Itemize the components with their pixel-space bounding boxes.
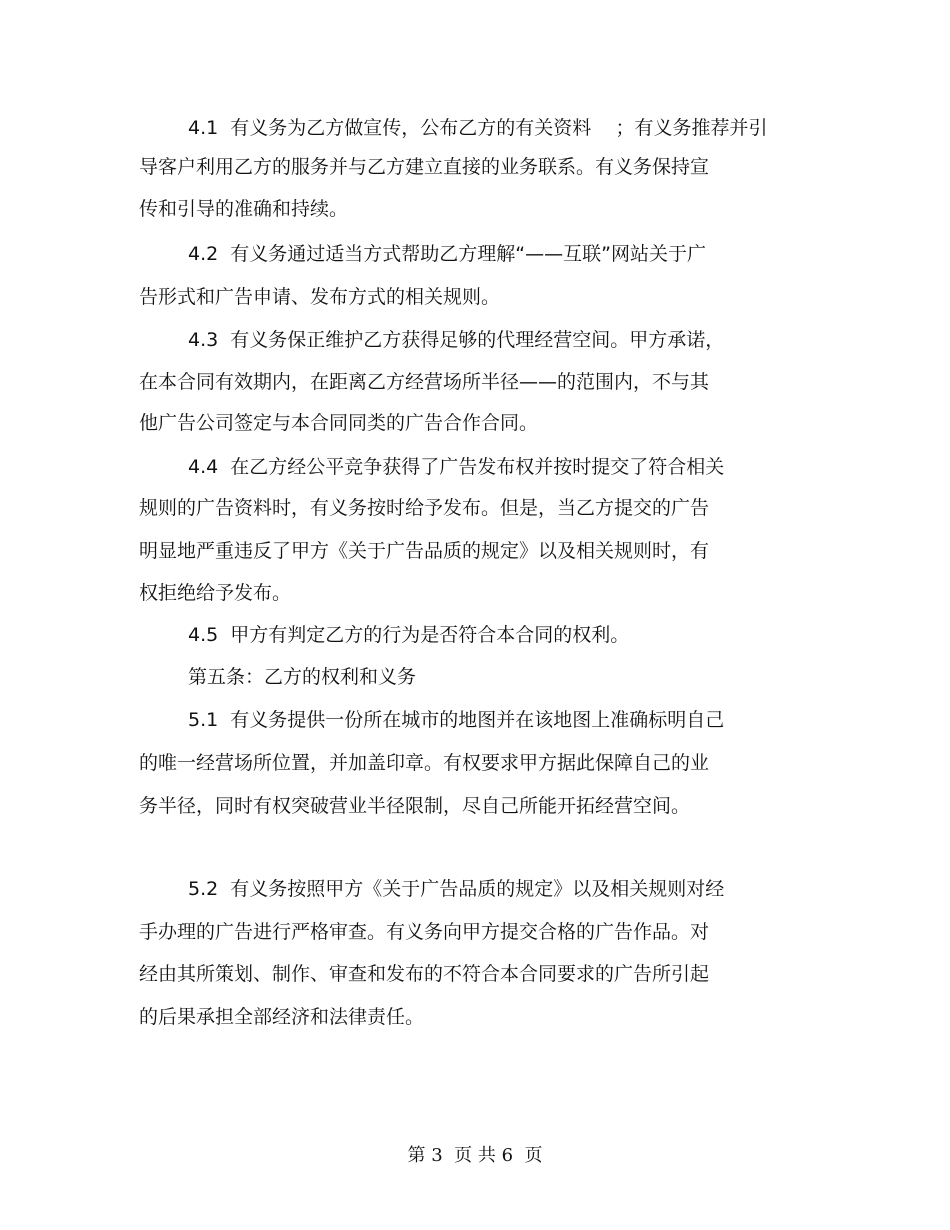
text-line: 5.2 有义务按照甲方《关于广告品质的规定》以及相关规则对经 bbox=[188, 878, 725, 900]
text-line: 4.4 在乙方经公平竞争获得了广告发布权并按时提交了符合相关 bbox=[188, 456, 725, 478]
text-line: 务半径，同时有权突破营业半径限制，尽自己所能开拓经营空间。 bbox=[139, 795, 691, 817]
section-heading: 第五条：乙方的权利和义务 bbox=[188, 666, 417, 688]
text-line: 传和引导的准确和持续。 bbox=[139, 198, 349, 220]
text-line: 告形式和广告申请、发布方式的相关规则。 bbox=[139, 286, 501, 308]
text-line: 手办理的广告进行严格审查。有义务向甲方提交合格的广告作品。对 bbox=[139, 921, 710, 943]
text-line: 他广告公司签定与本合同同类的广告合作合同。 bbox=[139, 412, 539, 434]
text-line: 的后果承担全部经济和法律责任。 bbox=[139, 1006, 425, 1028]
text-line: 规则的广告资料时，有义务按时给予发布。但是，当乙方提交的广告 bbox=[139, 497, 710, 519]
text-line: 4.3 有义务保正维护乙方获得足够的代理经营空间。甲方承诺， bbox=[188, 329, 725, 351]
text-line: 权拒绝给予发布。 bbox=[139, 582, 292, 604]
text-line: 明显地严重违反了甲方《关于广告品质的规定》以及相关规则时，有 bbox=[139, 540, 710, 562]
text-line: 4.2 有义务通过适当方式帮助乙方理解“——互联”网站关于广 bbox=[188, 243, 706, 265]
text-line: 在本合同有效期内，在距离乙方经营场所半径——的范围内，不与其 bbox=[139, 371, 710, 393]
text-line: 经由其所策划、制作、审查和发布的不符合本合同要求的广告所引起 bbox=[139, 963, 710, 985]
page-number-footer: 第 3 页 共 6 页 bbox=[407, 1145, 543, 1166]
text-line: 5.1 有义务提供一份所在城市的地图并在该地图上准确标明自己 bbox=[188, 709, 725, 731]
text-line: 导客户利用乙方的服务并与乙方建立直接的业务联系。有义务保持宣 bbox=[139, 156, 710, 178]
text-line: 4.5 甲方有判定乙方的行为是否符合本合同的权利。 bbox=[188, 624, 630, 646]
text-line: 4.1 有义务为乙方做宣传，公布乙方的有关资料 ；有义务推荐并引 bbox=[188, 117, 768, 139]
text-line: 的唯一经营场所位置，并加盖印章。有权要求甲方据此保障自己的业 bbox=[139, 752, 710, 774]
